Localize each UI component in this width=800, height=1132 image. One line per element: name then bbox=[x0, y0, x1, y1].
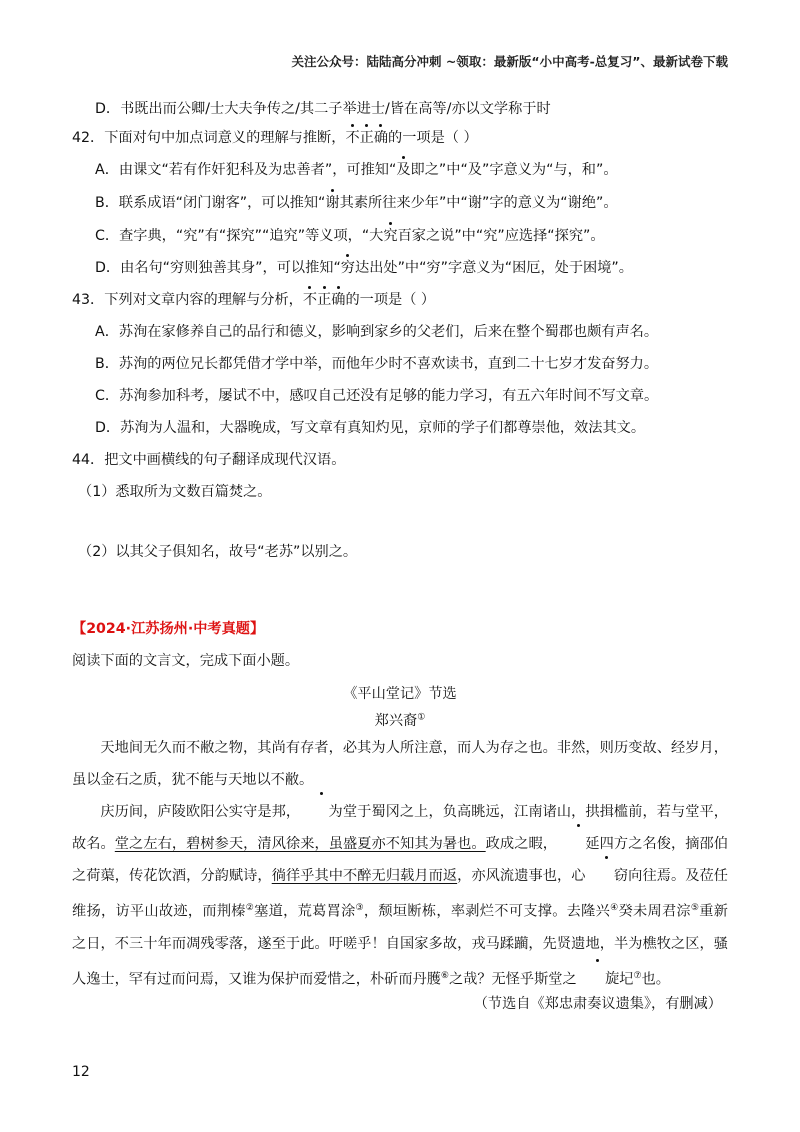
q43-option-c: C．苏洵参加科考，屡试不中，感叹自己还没有足够的能力学习，有五六年时间不写文章。 bbox=[95, 388, 659, 404]
q43-option-b: B．苏洵的两位兄长都凭借才学中举，而他年少时不喜欢读书，直到二十七岁才发奋努力。 bbox=[95, 356, 659, 372]
q42-option-c: C．查字典，“究”有“探究”“追究”等义项，“大究百家之说”中“究”应选择“探究”。 bbox=[95, 228, 605, 244]
passage-author: 郑兴裔① bbox=[374, 712, 426, 729]
q42-stem: 42．下面对句中加点词意义的理解与推断，不正确的一项是（ ） bbox=[72, 130, 478, 146]
q44-stem: 44．把文中画横线的句子翻译成现代汉语。 bbox=[72, 452, 346, 468]
source-tag: 【2024·江苏扬州·中考真题】 bbox=[72, 621, 265, 637]
page-number: 12 bbox=[72, 1064, 90, 1080]
emphasis-char: 正 bbox=[359, 130, 374, 146]
q42-dotted bbox=[345, 130, 388, 146]
underlined-sentence-2: 徜徉乎其中不醉无归载月而返 bbox=[271, 868, 458, 884]
q42-option-b: B．联系成语“闭门谢客”，可以推知“谢其素所往来少年”中“谢”字的意义为“谢绝”。 bbox=[95, 195, 618, 211]
emphasis-char: 不 bbox=[302, 292, 318, 308]
passage-title: 《平山堂记》节选 bbox=[343, 686, 457, 702]
q44-item-1: （1）悉取所为文数百篇焚之。 bbox=[78, 484, 272, 500]
passage-paragraph-1: 天地间无久而不敝之物，其尚有存者，必其为人所注意，而人为存之也。非然，则历变故、经岁月，虽以金石之质，犹不能与天地以不敝。 bbox=[72, 740, 728, 788]
underlined-sentence-1: 堂之左右，碧树参天，清风徐来，虽盛夏亦不知其为暑也。 bbox=[114, 836, 486, 852]
emphasis-char: 确 bbox=[331, 292, 346, 308]
passage-paragraph-2: 庆历间，庐陵欧阳公实守是邦， 为堂于蜀冈之上，负高眺远，江南诸山，拱揖槛前，若与堂平，故名。堂之左右，碧树参天，清风徐来，虽盛夏亦不知其为暑也。政成之暇， 延四方之名俊，摘邵伯之荷蕖，传花饮酒，分韵赋诗，徜徉乎其中不醉无归载月而返，亦风流遗事也，心 窃向往焉。及莅任维扬，访平山故迹，而荆榛②塞道，荒葛罥涂③，颓垣断栋，率剥烂不可支撑。去隆兴④癸未周君淙⑤重新之日，不三十年而凋残零落，遂至于此。吁嗟乎！自国家多故，戎马蹂躏，先贤遗地，半为樵牧之区，骚人逸士，罕有过而问焉，又谁为保护而爱惜之，朴斫而丹臒⑥之哉？无怪乎斯堂之 旋圮⑦也。 bbox=[72, 796, 728, 995]
q41-option-d: D．书既出而公卿/士大夫争传之/其二子举进士/皆在高等/亦以文学称于时 bbox=[95, 101, 551, 117]
q42-option-a: A．由课文“若有作奸犯科及为忠善者”，可推知“及即之”中“及”字意义为“与，和”。 bbox=[95, 162, 618, 178]
emphasis-char: 正 bbox=[317, 292, 332, 308]
q43-dotted bbox=[303, 292, 346, 308]
emphasis-char: 不 bbox=[345, 130, 360, 146]
q43-option-d: D．苏洵为人温和，大器晚成，写文章有真知灼见，京师的学子们都尊崇他，效法其文。 bbox=[95, 420, 646, 436]
instruction: 阅读下面的文言文，完成下面小题。 bbox=[72, 653, 300, 669]
q44-item-2: （2）以其父子俱知名，故号“老苏”以别之。 bbox=[78, 544, 358, 560]
q43-option-a: A．苏洵在家修养自己的品行和德义，影响到家乡的父老们，后来在整个蜀郡也颇有声名。 bbox=[95, 324, 659, 340]
page-header: 关注公众号：陆陆高分冲刺 ~领取：最新版“小中高考-总复习”、最新试卷下载 bbox=[291, 54, 728, 69]
q42-option-d: D．由名句“穷则独善其身”，可以推知“穷达出处”中“穷”字意义为“困厄，处于困境”。 bbox=[95, 260, 633, 276]
emphasis-char: 确 bbox=[373, 130, 389, 146]
q43-stem: 43．下列对文章内容的理解与分析，不正确的一项是（ ） bbox=[72, 292, 436, 308]
passage-credit: （节选自《郑忠肃奏议遗集》，有删减） bbox=[473, 996, 722, 1012]
